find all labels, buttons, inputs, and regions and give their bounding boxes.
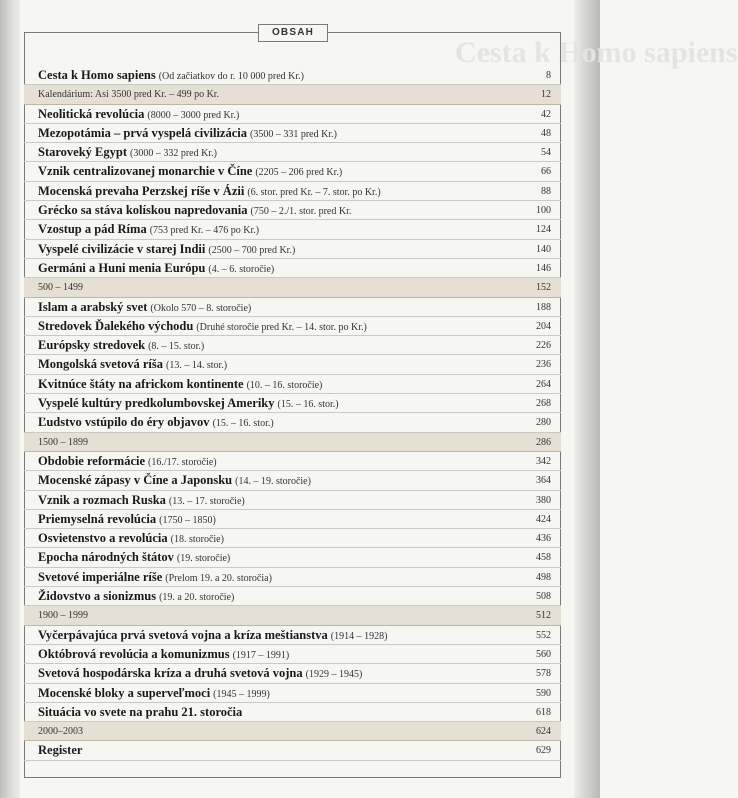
toc-entry-date-range: (4. – 6. storočie) bbox=[208, 263, 275, 275]
toc-entry-title bbox=[38, 568, 272, 588]
toc-entry-page-number: 66 bbox=[541, 166, 551, 178]
toc-entry-title-text: Kvitnúce štáty na africkom kontinente bbox=[38, 376, 244, 391]
toc-entry-title-text: Vyčerpávajúca prvá svetová vojna a kríza meštianstva bbox=[38, 627, 328, 642]
toc-entry-date-range: (Prelom 19. a 20. storočia) bbox=[165, 572, 272, 584]
toc-entry-page-number: 590 bbox=[536, 687, 551, 699]
toc-entry-page-number: 578 bbox=[536, 668, 551, 680]
toc-entry-title bbox=[38, 259, 274, 279]
toc-entry-title-text: Germáni a Huni menia Európu bbox=[38, 260, 206, 275]
toc-entry-title-text: Staroveký Egypt bbox=[38, 145, 128, 160]
toc-entry[interactable] bbox=[24, 548, 561, 567]
toc-entry-title bbox=[38, 201, 351, 221]
toc-entry[interactable] bbox=[24, 317, 561, 336]
toc-entry-date-range: (19. a 20. storočie) bbox=[159, 592, 235, 604]
toc-entry-title-text: 1500 – 1899 bbox=[38, 436, 88, 448]
toc-entry-title bbox=[38, 336, 204, 356]
toc-entry[interactable] bbox=[24, 684, 561, 703]
toc-section-band[interactable] bbox=[24, 722, 561, 741]
toc-entry-title-text: Kalendárium: Asi 3500 pred Kr. – 499 po Kr. bbox=[38, 89, 220, 101]
toc-entry-title-text: Grécko sa stáva kolískou napredovania bbox=[38, 203, 248, 218]
toc-entry[interactable] bbox=[24, 626, 561, 645]
toc-entry-page-number: 204 bbox=[536, 320, 551, 332]
toc-entry[interactable] bbox=[24, 143, 561, 162]
toc-entry-title-text: Mocenské bloky a superveľmoci bbox=[38, 685, 211, 700]
toc-entry-title-text: Ľudstvo vstúpilo do éry objavov bbox=[38, 415, 210, 430]
toc-entry-page-number: 424 bbox=[536, 513, 551, 525]
toc-entry-page-number: 342 bbox=[536, 455, 551, 467]
toc-entry-title bbox=[38, 124, 337, 144]
toc-entry-date-range: (10. – 16. storočie) bbox=[246, 379, 323, 391]
toc-entry-title bbox=[38, 548, 230, 568]
toc-entry-date-range: (1917 – 1991) bbox=[232, 649, 290, 661]
toc-entry-title bbox=[38, 317, 367, 337]
toc-section-band[interactable] bbox=[24, 278, 561, 297]
toc-entry-date-range: (2500 – 700 pred Kr.) bbox=[208, 244, 296, 256]
toc-entry[interactable] bbox=[24, 240, 561, 259]
toc-entry-page-number: 124 bbox=[536, 224, 551, 236]
toc-entry-title bbox=[38, 722, 83, 741]
toc-entry-page-number: 508 bbox=[536, 591, 551, 603]
toc-entry-title bbox=[38, 220, 259, 240]
toc-entry-page-number: 498 bbox=[536, 571, 551, 583]
toc-entry[interactable] bbox=[24, 703, 561, 722]
background-title: Cesta k Homo sapiens bbox=[455, 36, 738, 69]
section-header: OBSAH bbox=[258, 24, 328, 42]
toc-entry[interactable] bbox=[24, 201, 561, 220]
toc-entry-page-number: 560 bbox=[536, 648, 551, 660]
toc-entry[interactable] bbox=[24, 394, 561, 413]
toc-entry[interactable] bbox=[24, 645, 561, 664]
toc-entry-date-range: (753 pred Kr. – 476 po Kr.) bbox=[149, 225, 260, 237]
toc-entry-title-text: Epocha národných štátov bbox=[38, 550, 174, 565]
toc-entry-title-text: Vznik a rozmach Ruska bbox=[38, 492, 166, 507]
toc-entry-page-number: 624 bbox=[536, 726, 551, 738]
toc-entry-title-text: Svetová hospodárska kríza a druhá svetová vojna bbox=[38, 666, 303, 681]
toc-entry-date-range: (15. – 16. stor.) bbox=[277, 399, 339, 411]
toc-entry-title-text: Obdobie reformácie bbox=[38, 453, 146, 468]
toc-entry[interactable] bbox=[24, 510, 561, 529]
toc-section-band[interactable] bbox=[24, 606, 561, 625]
toc-entry[interactable] bbox=[24, 529, 561, 548]
toc-entry-title-text: Cesta k Homo sapiens bbox=[38, 68, 156, 82]
toc-entry-page-number: 629 bbox=[536, 745, 551, 757]
toc-entry-title-text: Situácia vo svete na prahu 21. storočia bbox=[38, 704, 243, 719]
toc-entry-title bbox=[38, 491, 245, 511]
toc-entry-date-range: (1929 – 1945) bbox=[305, 669, 363, 681]
toc-entry[interactable] bbox=[24, 413, 561, 432]
toc-entry-page-number: 12 bbox=[541, 89, 551, 101]
toc-entry[interactable] bbox=[24, 259, 561, 278]
toc-entry-page-number: 48 bbox=[541, 127, 551, 139]
toc-entry-title bbox=[38, 85, 219, 104]
toc-entry-page-number: 380 bbox=[536, 494, 551, 506]
toc-entry-date-range: (8000 – 3000 pred Kr.) bbox=[147, 109, 240, 121]
toc-entry-title bbox=[38, 529, 224, 549]
page-edge-left bbox=[0, 0, 20, 798]
toc-entry-title bbox=[38, 143, 217, 163]
toc-entry-title-text: Neolitická revolúcia bbox=[38, 106, 145, 121]
toc-entry-title-text: Mezopotámia – prvá vyspelá civilizácia bbox=[38, 125, 247, 140]
toc-entry-page-number: 236 bbox=[536, 359, 551, 371]
toc-entry-title-text: Vyspelé kultúry predkolumbovskej Ameriky bbox=[38, 396, 275, 411]
toc-entry-title bbox=[38, 703, 242, 722]
toc-entry[interactable] bbox=[24, 452, 561, 471]
toc-entry-title bbox=[38, 413, 274, 433]
toc-entry[interactable] bbox=[24, 568, 561, 587]
toc-entry-title-text: 500 – 1499 bbox=[38, 282, 83, 294]
toc-entry-title-text: Mocenská prevaha Perzskej ríše v Ázii bbox=[38, 183, 245, 198]
toc-entry-title bbox=[38, 510, 216, 530]
toc-entry-title bbox=[38, 433, 88, 452]
toc-entry-page-number: 286 bbox=[536, 436, 551, 448]
toc-entry-date-range: (13. – 17. storočie) bbox=[168, 495, 245, 507]
toc-entry-date-range: (Okolo 570 – 8. storočie) bbox=[150, 302, 252, 314]
toc-entry-date-range: (8. – 15. stor.) bbox=[148, 341, 205, 353]
toc-entry-title bbox=[38, 375, 322, 395]
toc-entry-title bbox=[38, 394, 339, 414]
toc-entry[interactable] bbox=[24, 66, 561, 85]
toc-entry-title bbox=[38, 162, 342, 182]
toc-entry-page-number: 88 bbox=[541, 185, 551, 197]
toc-entry-date-range: (Od začiatkov do r. 10 000 pred Kr.) bbox=[158, 71, 304, 82]
toc-entry-page-number: 42 bbox=[541, 108, 551, 120]
toc-entry-title bbox=[38, 240, 295, 260]
toc-entry-page-number: 436 bbox=[536, 533, 551, 545]
toc-entry[interactable] bbox=[24, 375, 561, 394]
toc-entry-page-number: 264 bbox=[536, 378, 551, 390]
toc-entry-date-range: (1945 – 1999) bbox=[213, 688, 270, 700]
toc-entry[interactable] bbox=[24, 220, 561, 239]
toc-entry-date-range: (3500 – 331 pred Kr.) bbox=[250, 128, 337, 140]
toc-entry-page-number: 8 bbox=[546, 70, 551, 81]
toc-entry-date-range: (1750 – 1850) bbox=[159, 514, 216, 526]
toc-entry-title-text: Mongolská svetová ríša bbox=[38, 357, 163, 372]
toc-entry[interactable] bbox=[24, 355, 561, 374]
toc-entry-page-number: 146 bbox=[536, 262, 551, 274]
toc-entry-page-number: 54 bbox=[541, 147, 551, 159]
toc-entry-title-text: Stredovek Ďalekého východu bbox=[38, 318, 194, 333]
toc-entry[interactable] bbox=[24, 587, 561, 606]
toc-entry-title bbox=[38, 626, 387, 646]
toc-entry-page-number: 364 bbox=[536, 475, 551, 487]
toc-entry-date-range: (750 – 2./1. stor. pred Kr. bbox=[250, 206, 352, 218]
toc-entry-title bbox=[38, 298, 251, 318]
toc-entry[interactable] bbox=[24, 741, 561, 760]
toc-entry-page-number: 226 bbox=[536, 340, 551, 352]
toc-entry-title bbox=[38, 182, 381, 202]
toc-entry-title-text: Vyspelé civilizácie v starej Indii bbox=[38, 241, 206, 256]
toc-entry-title bbox=[38, 606, 88, 625]
toc-entry[interactable] bbox=[24, 105, 561, 124]
toc-entry-page-number: 618 bbox=[536, 706, 551, 718]
toc-entry[interactable] bbox=[24, 664, 561, 683]
toc-entry-title-text: Osvietenstvo a revolúcia bbox=[38, 531, 168, 546]
toc-entry[interactable] bbox=[24, 491, 561, 510]
toc-entry-title-text: Priemyselná revolúcia bbox=[38, 511, 157, 526]
toc-entry-title bbox=[38, 66, 304, 86]
toc-entry-date-range: (6. stor. pred Kr. – 7. stor. po Kr.) bbox=[247, 186, 381, 198]
toc-entry-title-text: Židovstvo a sionizmus bbox=[38, 589, 157, 604]
toc-entry-date-range: (13. – 14. stor.) bbox=[166, 360, 228, 372]
toc-entry-title-text: 1900 – 1999 bbox=[38, 610, 88, 622]
toc-entry[interactable] bbox=[24, 182, 561, 201]
toc-entry-date-range: (15. – 16. stor.) bbox=[212, 418, 274, 430]
toc-entry-date-range: (16./17. storočie) bbox=[148, 456, 217, 468]
toc-entry-title bbox=[38, 645, 289, 665]
toc-entry-title-text: 2000–2003 bbox=[38, 726, 83, 738]
toc-entry-title bbox=[38, 587, 234, 607]
toc-entry-title bbox=[38, 355, 227, 375]
toc-entry-title-text: Islam a arabský svet bbox=[38, 299, 148, 314]
toc-entry[interactable] bbox=[24, 162, 561, 181]
toc-entry[interactable] bbox=[24, 471, 561, 490]
toc-entry-date-range: (Druhé storočie pred Kr. – 14. stor. po Kr.) bbox=[196, 321, 367, 333]
toc-entry-date-range: (3000 – 332 pred Kr.) bbox=[130, 148, 217, 160]
toc-entry[interactable] bbox=[24, 336, 561, 355]
toc-entry-title bbox=[38, 664, 362, 684]
toc-entry-title bbox=[38, 684, 270, 704]
toc-entry-date-range: (19. storočie) bbox=[176, 553, 231, 565]
toc-entry-title bbox=[38, 471, 311, 491]
toc-entry-date-range: (14. – 19. storočie) bbox=[235, 476, 311, 488]
toc-entry-page-number: 552 bbox=[536, 629, 551, 641]
toc-entry-date-range: (18. storočie) bbox=[170, 534, 224, 546]
toc-entry-title-text: Európsky stredovek bbox=[38, 338, 146, 353]
toc-entry-page-number: 140 bbox=[536, 243, 551, 255]
toc-entry-title bbox=[38, 278, 83, 297]
toc-entry-title-text: Vzostup a pád Ríma bbox=[38, 222, 147, 237]
toc-entry-title-text: Mocenské zápasy v Číne a Japonsku bbox=[38, 473, 233, 488]
table-of-contents bbox=[24, 66, 561, 761]
toc-entry-page-number: 458 bbox=[536, 552, 551, 564]
toc-entry-title-text: Októbrová revolúcia a komunizmus bbox=[38, 646, 230, 661]
toc-entry-title bbox=[38, 105, 239, 125]
toc-entry-page-number: 512 bbox=[536, 610, 551, 622]
toc-entry-page-number: 280 bbox=[536, 417, 551, 429]
toc-entry-date-range: (2205 – 206 pred Kr.) bbox=[255, 167, 343, 179]
toc-entry-title bbox=[38, 741, 82, 760]
toc-entry-page-number: 188 bbox=[536, 301, 551, 313]
toc-entry-page-number: 268 bbox=[536, 398, 551, 410]
toc-entry-title-text: Vznik centralizovanej monarchie v Číne bbox=[38, 164, 253, 179]
toc-entry-title-text: Svetové imperiálne ríše bbox=[38, 569, 163, 584]
toc-section-band[interactable] bbox=[24, 433, 561, 452]
toc-entry[interactable] bbox=[24, 124, 561, 143]
toc-entry[interactable] bbox=[24, 298, 561, 317]
toc-entry-date-range: (1914 – 1928) bbox=[330, 630, 388, 642]
page-edge-right bbox=[574, 0, 600, 798]
toc-entry-page-number: 100 bbox=[536, 205, 551, 217]
toc-entry-page-number: 152 bbox=[536, 282, 551, 294]
toc-entry-title bbox=[38, 452, 217, 472]
toc-section-band[interactable] bbox=[24, 85, 561, 104]
toc-entry-title-text: Register bbox=[38, 743, 83, 758]
